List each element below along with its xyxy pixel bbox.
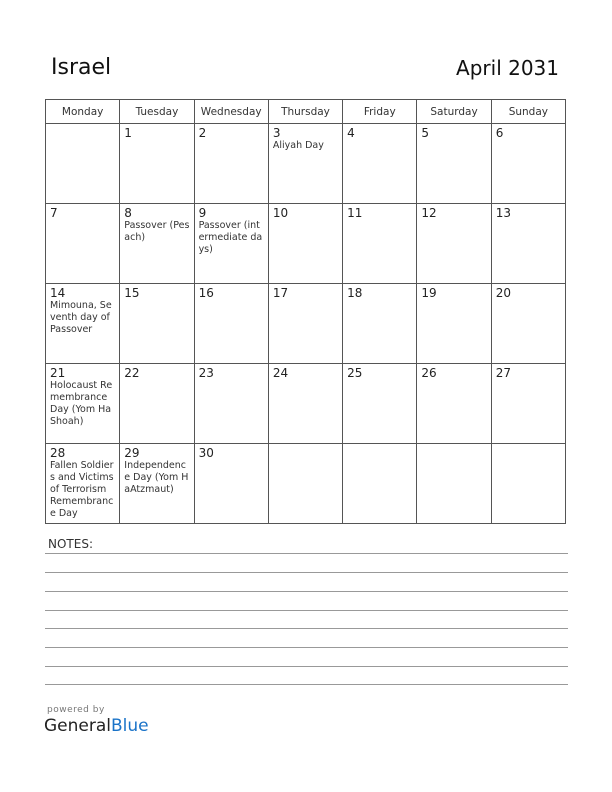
day-number: 17 <box>272 286 289 300</box>
day-number: 22 <box>124 366 140 380</box>
brand-logo <box>44 716 149 736</box>
holiday-label: Independence Day (Yom HaAtzmaut) <box>124 460 189 495</box>
note-line <box>45 591 568 592</box>
holiday-label: Passover (Pesach) <box>124 220 190 243</box>
day-cell <box>417 204 491 284</box>
day-cell <box>268 284 342 364</box>
day-number: 9 <box>198 206 207 220</box>
day-cell <box>194 444 268 524</box>
day-number: 3 <box>272 126 281 140</box>
day-number: 11 <box>347 206 363 220</box>
weekday-header: Sunday <box>491 100 565 124</box>
notes-label: NOTES: <box>48 537 93 551</box>
holiday-label: Holocaust Remembrance Day (Yom HaShoah) <box>50 380 113 427</box>
weekday-header: Thursday <box>268 100 342 124</box>
day-number: 16 <box>198 286 214 300</box>
day-cell <box>46 204 120 284</box>
day-cell <box>194 364 268 444</box>
holiday-label: Fallen Soldiers and Victims of Terrorism Remembrance Day <box>50 460 114 519</box>
month-title: April 2031 <box>456 56 559 80</box>
day-cell <box>343 204 417 284</box>
day-cell <box>46 364 120 444</box>
brand-name-blue: Blue <box>111 716 149 736</box>
day-number: 21 <box>50 366 66 380</box>
weekday-header-row <box>46 100 566 124</box>
note-line <box>45 572 568 573</box>
day-number: 18 <box>347 286 363 300</box>
day-cell <box>46 284 120 364</box>
day-cell <box>194 124 268 204</box>
calendar-week-row <box>46 284 566 364</box>
day-number: 25 <box>347 366 363 380</box>
day-cell <box>417 284 491 364</box>
day-number: 5 <box>421 126 430 140</box>
day-cell <box>120 364 194 444</box>
day-number: 27 <box>495 366 511 380</box>
calendar-grid <box>45 99 566 524</box>
day-number: 1 <box>124 126 132 140</box>
note-line <box>45 666 568 667</box>
powered-by-text: powered by <box>47 705 105 715</box>
brand-name-general: General <box>44 716 111 736</box>
day-number: 24 <box>272 366 289 380</box>
day-cell <box>417 364 491 444</box>
day-cell <box>46 124 120 204</box>
day-number: 19 <box>421 286 437 300</box>
calendar-week-row <box>46 444 566 524</box>
day-cell <box>491 204 565 284</box>
day-cell <box>343 284 417 364</box>
day-number: 6 <box>495 126 504 140</box>
note-line <box>45 610 568 611</box>
calendar-week-row <box>46 204 566 284</box>
note-line <box>45 628 568 629</box>
day-cell <box>491 444 565 524</box>
holiday-label: Aliyah Day <box>272 140 324 151</box>
day-cell <box>268 204 342 284</box>
day-number: 20 <box>495 286 511 300</box>
weekday-header: Tuesday <box>120 100 194 124</box>
day-cell <box>46 444 120 524</box>
day-cell <box>120 124 194 204</box>
day-cell <box>268 444 342 524</box>
day-cell <box>417 124 491 204</box>
day-number: 29 <box>124 446 140 460</box>
note-line <box>45 684 568 685</box>
holiday-label: Passover (intermediate days) <box>198 220 263 255</box>
day-number: 12 <box>421 206 437 220</box>
day-number: 14 <box>50 286 66 300</box>
day-number: 8 <box>124 206 132 220</box>
day-cell <box>120 284 194 364</box>
calendar-week-row <box>46 364 566 444</box>
day-number: 26 <box>421 366 437 380</box>
day-number: 15 <box>124 286 140 300</box>
day-cell <box>491 284 565 364</box>
note-line <box>45 553 568 554</box>
day-cell <box>120 204 194 284</box>
day-cell <box>417 444 491 524</box>
note-line <box>45 647 568 648</box>
day-number: 10 <box>272 206 289 220</box>
day-number: 13 <box>495 206 511 220</box>
day-cell <box>343 364 417 444</box>
country-title: Israel <box>51 55 112 80</box>
day-cell <box>194 204 268 284</box>
day-cell <box>343 444 417 524</box>
weekday-header: Monday <box>46 100 120 124</box>
day-cell <box>268 364 342 444</box>
day-cell <box>194 284 268 364</box>
day-cell <box>491 124 565 204</box>
day-number: 23 <box>198 366 214 380</box>
day-number: 7 <box>50 206 58 220</box>
day-number: 30 <box>198 446 214 460</box>
holiday-label: Mimouna, Seventh day of Passover <box>50 300 112 335</box>
day-number: 4 <box>347 126 355 140</box>
day-number: 28 <box>50 446 66 460</box>
weekday-header: Friday <box>343 100 417 124</box>
day-cell <box>491 364 565 444</box>
day-cell <box>120 444 194 524</box>
day-number: 2 <box>198 126 207 140</box>
day-cell <box>268 124 342 204</box>
weekday-header: Wednesday <box>194 100 268 124</box>
weekday-header: Saturday <box>417 100 491 124</box>
calendar-week-row <box>46 124 566 204</box>
day-cell <box>343 124 417 204</box>
